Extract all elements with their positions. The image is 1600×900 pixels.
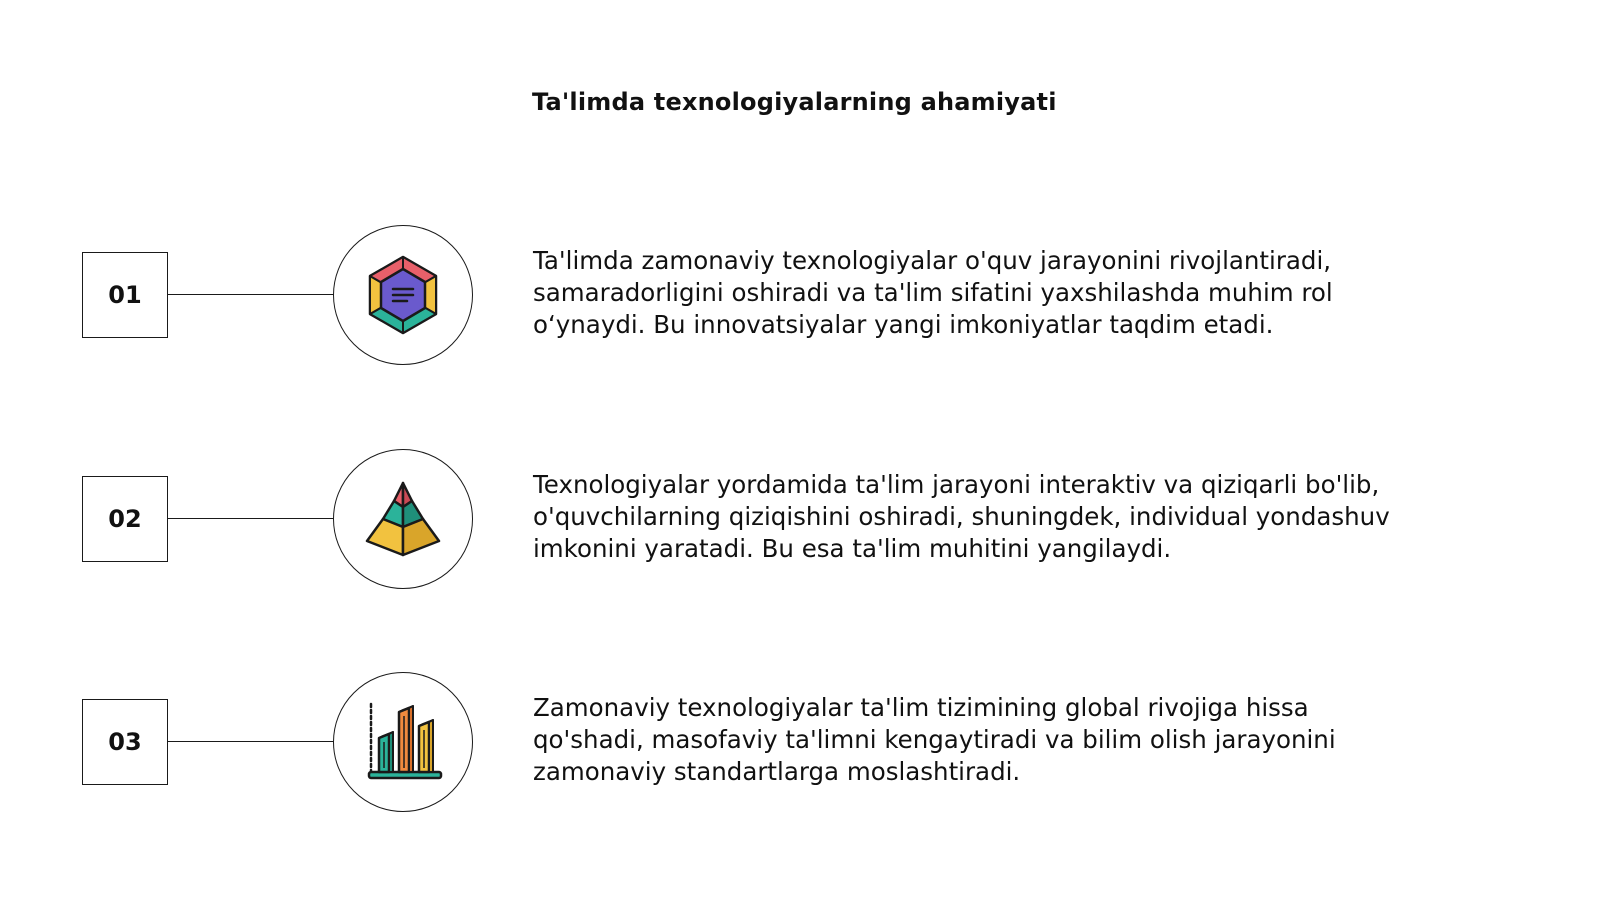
description-line: zamonaviy standartlarga moslashtiradi. — [533, 757, 1021, 786]
description-line: Texnologiyalar yordamida ta'lim jarayoni interaktiv va qiziqarli bo'lib, — [533, 470, 1380, 499]
description-line: oʻynaydi. Bu innovatsiyalar yangi imkoniyatlar taqdim etadi. — [533, 310, 1274, 339]
item-number-box: 01 — [82, 252, 168, 338]
item-number-box: 03 — [82, 699, 168, 785]
pyramid-icon — [361, 477, 445, 561]
item-row-3 — [0, 672, 1600, 812]
description-line: o'quvchilarning qiziqishini oshiradi, shuningdek, individual yondashuv — [533, 502, 1390, 531]
page-title: Ta'limda texnologiyalarning ahamiyati — [532, 88, 1057, 116]
connector-line — [168, 518, 334, 519]
icon-circle — [333, 672, 473, 812]
item-row-1 — [0, 225, 1600, 365]
description-line: Ta'limda zamonaviy texnologiyalar o'quv jarayonini rivojlantiradi, — [533, 246, 1332, 275]
item-description — [533, 245, 1533, 341]
hexagon-document-icon — [361, 253, 445, 337]
connector-line — [168, 294, 334, 295]
item-description — [533, 692, 1533, 788]
description-line: Zamonaviy texnologiyalar ta'lim tizimining global rivojiga hissa — [533, 693, 1309, 722]
description-line: qo'shadi, masofaviy ta'limni kengaytiradi va bilim olish jarayonini — [533, 725, 1336, 754]
bar-chart-icon — [361, 700, 445, 784]
item-number-box: 02 — [82, 476, 168, 562]
item-row-2 — [0, 449, 1600, 589]
description-line: imkonini yaratadi. Bu esa ta'lim muhitini yangilaydi. — [533, 534, 1172, 563]
description-line: samaradorligini oshiradi va ta'lim sifatini yaxshilashda muhim rol — [533, 278, 1333, 307]
connector-line — [168, 741, 334, 742]
icon-circle — [333, 225, 473, 365]
item-description — [533, 469, 1533, 565]
icon-circle — [333, 449, 473, 589]
